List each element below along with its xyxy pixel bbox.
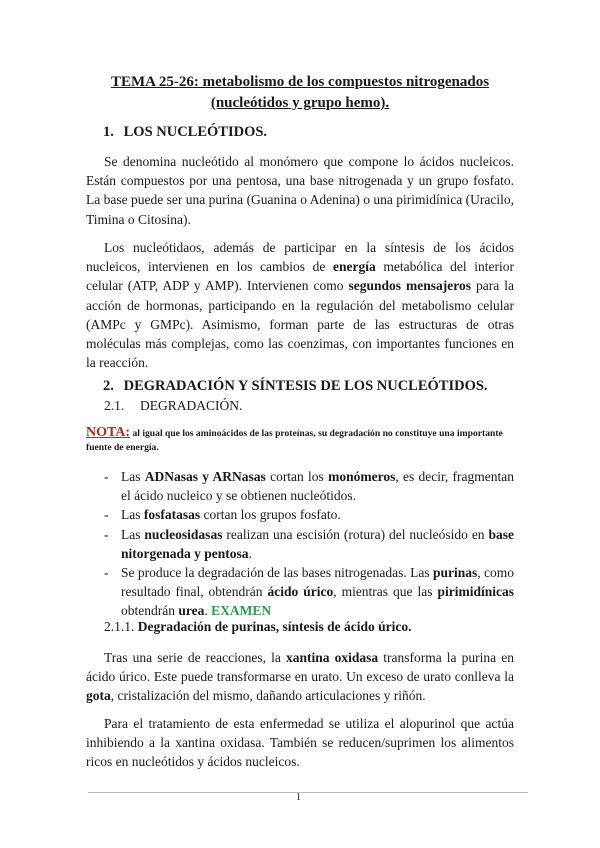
nota-block (86, 426, 516, 455)
subsection-2-1-1-number: 2.1.1. (104, 619, 135, 634)
bold-energia: energía (332, 259, 376, 275)
nota-label: NOTA: (86, 425, 131, 440)
bold-xantina-oxidasa: xantina oxidasa (285, 650, 379, 665)
list-item: - Las ADNasas y ARNasas cortan los monómeros, es decir, fragmentan el ácido nucleico y se obtienen nucleótidos. (104, 469, 515, 504)
paragraph-1: Se denomina nucleótido al monómero que compone lo ácidos nucleicos. Están compuestos por una pentosa, una base nitrogenada y un grupo fosfato. La base puede ser una purina (Guanina o Adenina) o una pirimidínica (Uracilo, Timina o Citosina). (86, 154, 514, 227)
section-1-heading (103, 124, 267, 141)
section-2-heading (103, 378, 488, 395)
section-2-number: 2. (103, 378, 114, 394)
examen-tag: EXAMEN (211, 603, 272, 619)
subsection-2-1-1-heading (104, 619, 412, 635)
title-line-2: (nucleótidos y grupo hemo). (210, 95, 390, 111)
degradation-list (104, 467, 514, 621)
title-line-1: TEMA 25-26: metabolismo de los compuestos nitrogenados (110, 74, 490, 90)
page-number: 1 (296, 792, 301, 803)
footer-divider (88, 792, 528, 793)
paragraph-3: Tras una serie de reacciones, la xantina oxidasa transforma la purina en ácido úrico. Este puede transformarse en urato. Un exceso de urato conlleva la gota, cristalización del mismo, dañando articulaciones y riñón. (86, 650, 514, 704)
section-2-title: DEGRADACIÓN Y SÍNTESIS DE LOS NUCLEÓTIDOS. (123, 378, 488, 394)
list-item: - Se produce la degradación de las bases nitrogenadas. Las purinas, como resultado final, obtendrán ácido úrico, mientras que las pirimidínicas obtendrán urea. EXAMEN (104, 565, 515, 619)
subsection-2-1-1-title: Degradación de purinas, síntesis de ácido úrico. (137, 619, 412, 634)
subsection-2-1-number: 2.1. (104, 398, 125, 413)
paragraph-2: Los nucleótidaos, además de participar en la síntesis de los ácidos nucleicos, intervienen en los cambios de energía metabólica del interior celular (ATP, ADP y AMP). Intervienen como segundos mensajeros para la acción de hormonas, participando en la regulación del metabolismo celular (AMPc y GMPc). Asimismo, forman parte de las estructuras de otras moléculas más complejas, como las coenzimas, con importantes funciones en la reacción. (86, 240, 514, 371)
list-item: - Las fosfatasas cortan los grupos fosfato. (104, 507, 341, 523)
bold-gota: gota (86, 688, 111, 704)
nota-text: al igual que los aminoácidos de las proteínas, su degradación no constituye una importante fuente de energía. (86, 428, 503, 453)
bold-segundos-mensajeros: segundos mensajeros (348, 278, 472, 294)
section-1-number: 1. (103, 124, 114, 140)
subsection-2-1-title: DEGRADACIÓN. (140, 398, 243, 413)
section-1-title: LOS NUCLEÓTIDOS. (123, 124, 268, 140)
paragraph-4: Para el tratamiento de esta enfermedad se utiliza el alopurinol que actúa inhibiendo a la xantina oxidasa. También se reducen/suprimen los alimentos ricos en nucleótidos y ácidos nucleicos. (86, 716, 514, 770)
document-title (60, 72, 540, 114)
list-item: - Las nucleosidasas realizan una escisión (rotura) del nucleósido en base nitorgenada y pentosa. (104, 526, 514, 561)
subsection-2-1-heading (104, 398, 242, 414)
